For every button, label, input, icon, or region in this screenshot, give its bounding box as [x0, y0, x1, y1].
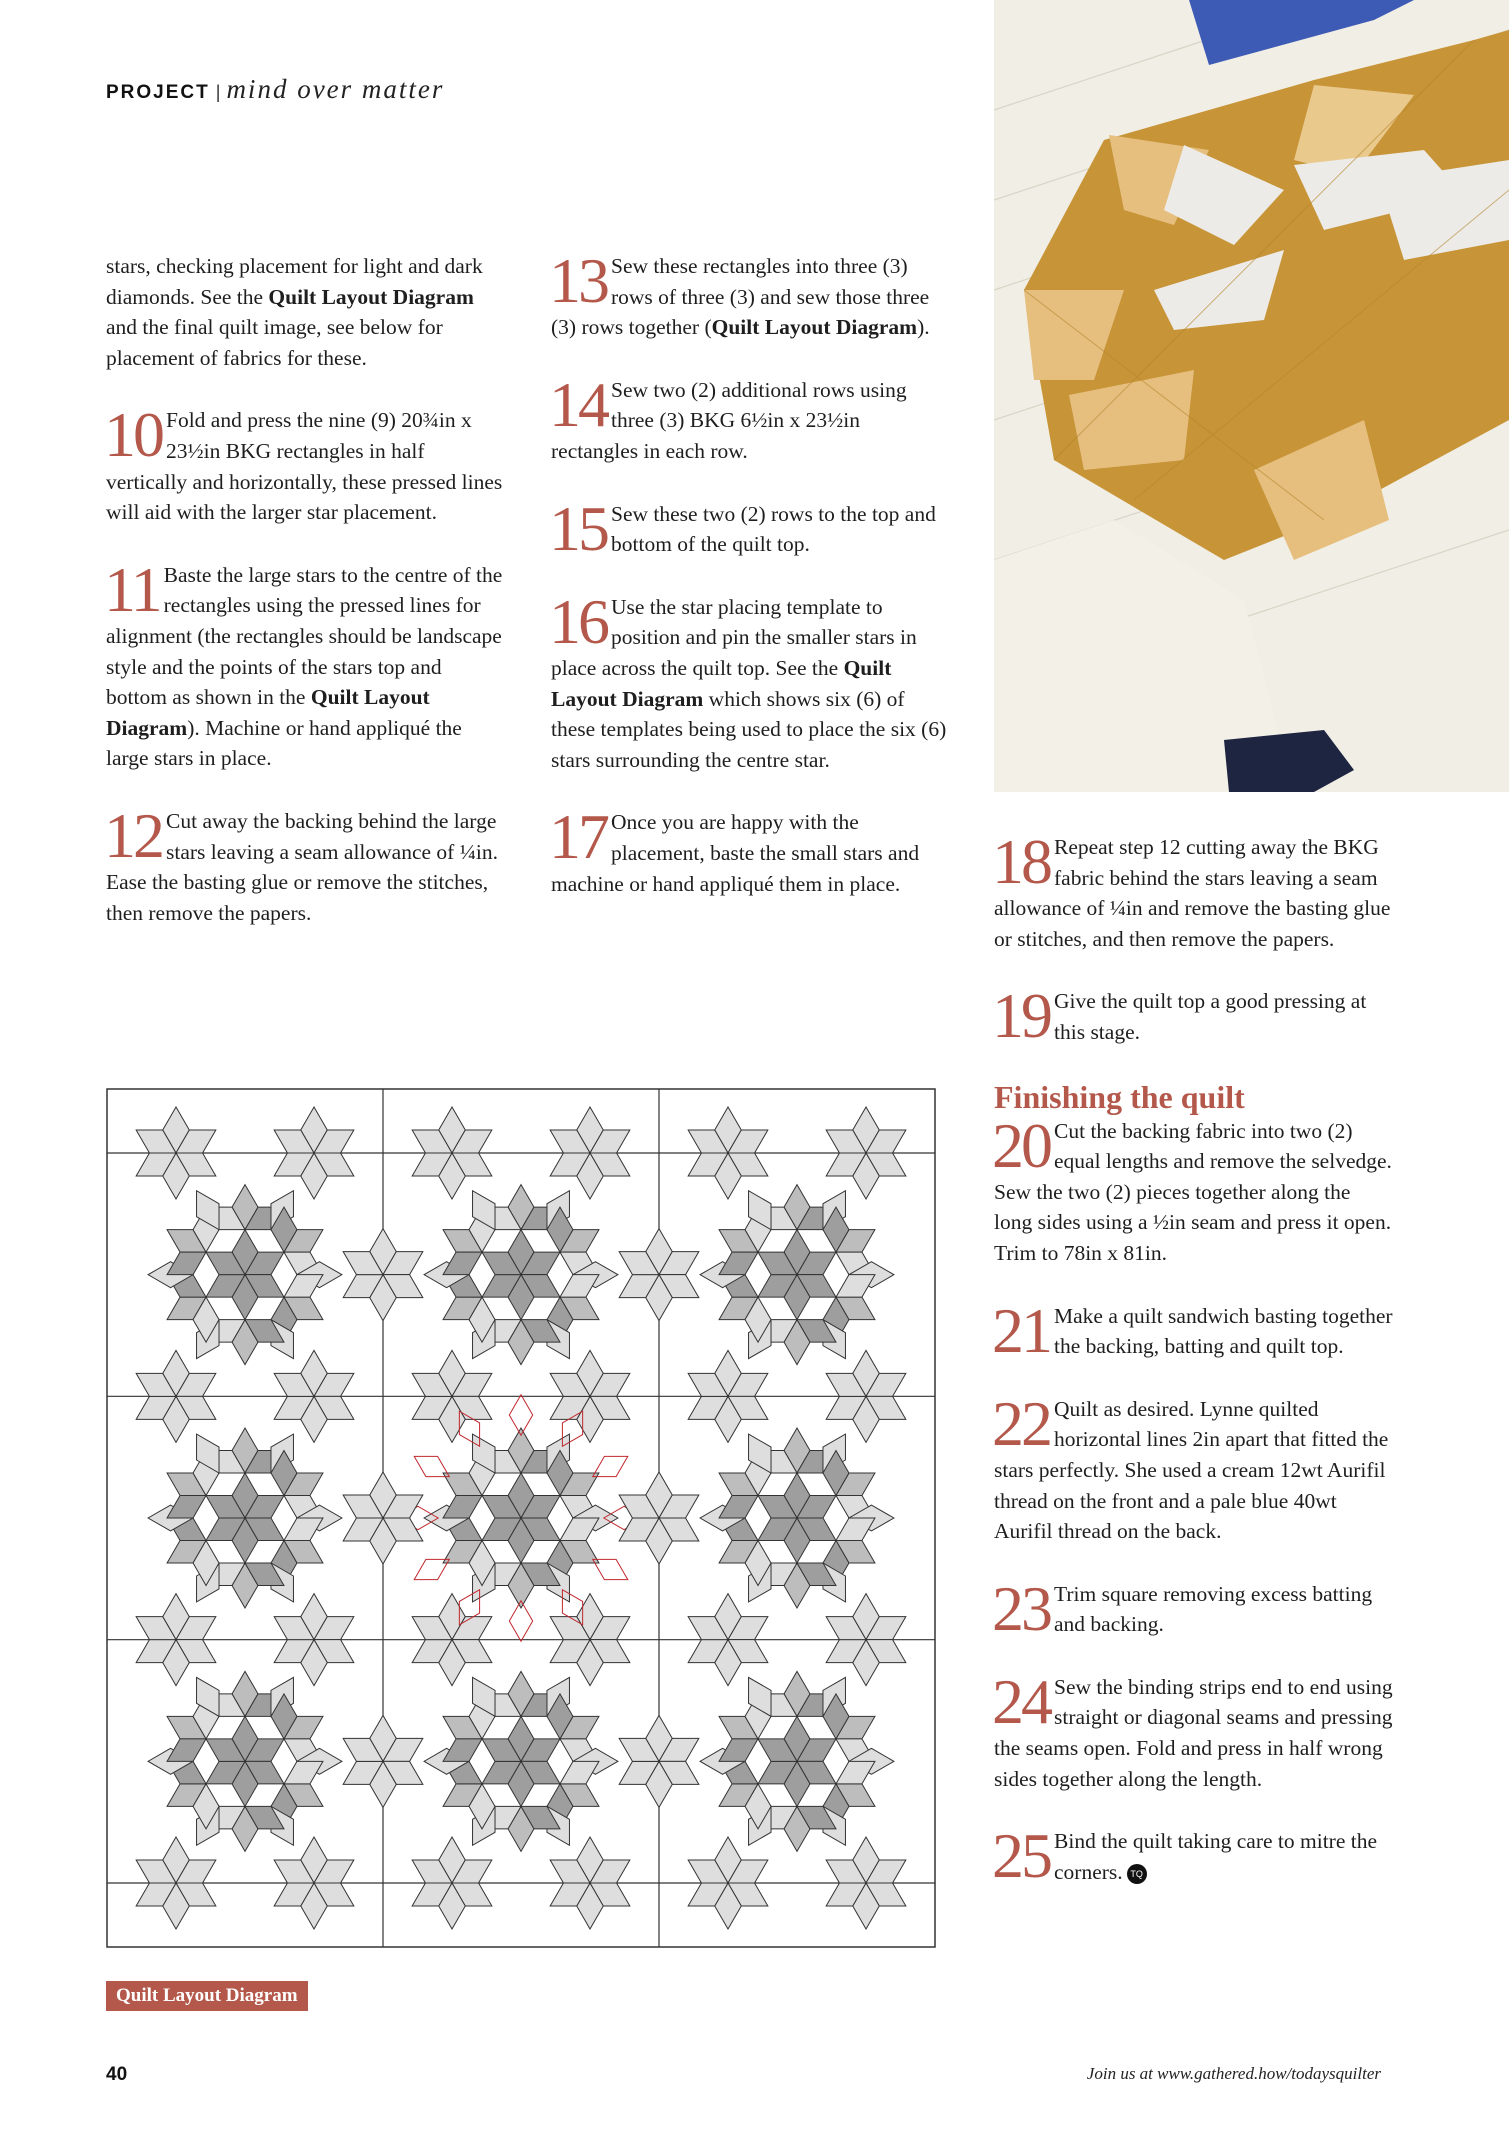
quilt-photo-image: [994, 0, 1509, 792]
step-13: 13 Sew these rectangles into three (3) rows of three (3) and sew those three (3) rows together (Quilt Layout Diagram).: [549, 245, 930, 340]
column-2: [549, 245, 951, 931]
step-number: 12: [104, 799, 162, 871]
quilt-photo: [994, 0, 1509, 792]
column-1: [106, 251, 506, 960]
step-number: 25: [992, 1820, 1050, 1892]
header-separator: |: [215, 82, 221, 102]
step-number: 10: [104, 399, 162, 471]
quilt-layout-svg: [106, 1088, 936, 1948]
step-number: 17: [549, 801, 607, 873]
step-18: 18 Repeat step 12 cutting away the BKG fabric behind the stars leaving a seam allowance of ¼in and remove the basting glue or stitches, and then remove the papers.: [992, 826, 1391, 951]
finishing-heading: Finishing the quilt: [994, 1078, 1245, 1115]
tq-logo-icon: TQ: [1127, 1864, 1147, 1884]
step-25: 25 Bind the quilt taking care to mitre the corners. TQ: [992, 1820, 1378, 1892]
column-3: [992, 826, 1394, 1919]
section-kicker: PROJECT: [106, 82, 210, 103]
step-number: 18: [992, 826, 1050, 897]
step-15: 15 Sew these two (2) rows to the top and bottom of the quilt top.: [549, 492, 936, 564]
quilt-layout-diagram: [106, 1088, 936, 1948]
step-14: 14 Sew two (2) additional rows using three (3) BKG 6½in x 23½in rectangles in each row.: [549, 368, 907, 463]
page-number: 40: [106, 2064, 128, 2085]
step-number: 21: [992, 1294, 1050, 1366]
step-number: 14: [549, 368, 607, 440]
step-20: 20 Cut the backing fabric into two (2) equal lengths and remove the selvedge. Sew the two (2) pieces together along the long sides using a ½in seam and press it open. Trim to 78in x 81in.: [992, 1109, 1392, 1265]
steps-list-1: [104, 399, 506, 928]
step-12: 12 Cut away the backing behind the large stars leaving a seam allowance of ¼in. Ease the basting glue or remove the stitches, then remove the papers.: [104, 799, 498, 925]
steps-list-2: [549, 245, 951, 899]
footer-website-link[interactable]: Join us at www.gathered.how/todaysquilter: [1086, 2064, 1381, 2083]
step-number: 23: [992, 1572, 1050, 1644]
step-number: 22: [992, 1387, 1050, 1459]
step-number: 24: [992, 1665, 1050, 1737]
step-10: 10 Fold and press the nine (9) 20¾in x 23½in BKG rectangles in half vertically and horizontally, these pressed lines will aid with the larger star placement.: [104, 399, 503, 525]
bold-reference: Quilt Layout Diagram: [268, 284, 474, 309]
step-number: 16: [549, 585, 607, 657]
steps-list-3b: [992, 1109, 1394, 1892]
step-21: 21 Make a quilt sandwich basting together the backing, batting and quilt top.: [992, 1294, 1393, 1366]
step-22: 22 Quilt as desired. Lynne quilted horizontal lines 2in apart that fitted the stars perfectly. She used a cream 12wt Aurifil thread on the front and a pale blue 40wt Aurifil thread on the back.: [992, 1387, 1389, 1544]
step-number: 20: [992, 1109, 1050, 1181]
page-header: [106, 74, 444, 105]
step-16: 16 Use the star placing template to position and pin the smaller stars in place across the quilt top. See the Quilt Layout Diagram which shows six (6) of these templates being used to place the six (6) stars surrounding the centre star.: [549, 585, 947, 772]
diagram-caption: Quilt Layout Diagram: [106, 1981, 308, 2011]
intro-paragraph: stars, checking placement for light and dark diamonds. See the Quilt Layout Diagram and the final quilt image, see below for placement of fabrics for these.: [106, 254, 483, 370]
step-24: 24 Sew the binding strips end to end using straight or diagonal seams and pressing the seams open. Fold and press in half wrong sides together along the length.: [992, 1665, 1393, 1791]
step-number: 11: [104, 553, 160, 625]
step-number: 13: [549, 245, 607, 316]
step-number: 19: [992, 980, 1050, 1052]
project-title: mind over matter: [226, 74, 445, 104]
bold-reference: Quilt Layout Diagram: [711, 315, 918, 340]
bold-reference: Quilt Layout Diagram: [106, 685, 430, 740]
step-23: 23 Trim square removing excess batting and backing.: [992, 1572, 1373, 1644]
step-11: 11 Baste the large stars to the centre of the rectangles using the pressed lines for alignment (the rectangles should be landscape style and the points of the stars top and bottom as shown in the Quilt Layout Diagram). Machine or hand appliqué the large stars in place.: [104, 553, 503, 771]
step-19: 19 Give the quilt top a good pressing at this stage.: [992, 980, 1367, 1052]
bold-reference: Quilt Layout Diagram: [551, 655, 892, 711]
step-number: 15: [549, 492, 607, 564]
steps-list-3a: [992, 826, 1394, 1052]
step-17: 17 Once you are happy with the placement, baste the small stars and machine or hand appliqué them in place.: [549, 801, 920, 896]
